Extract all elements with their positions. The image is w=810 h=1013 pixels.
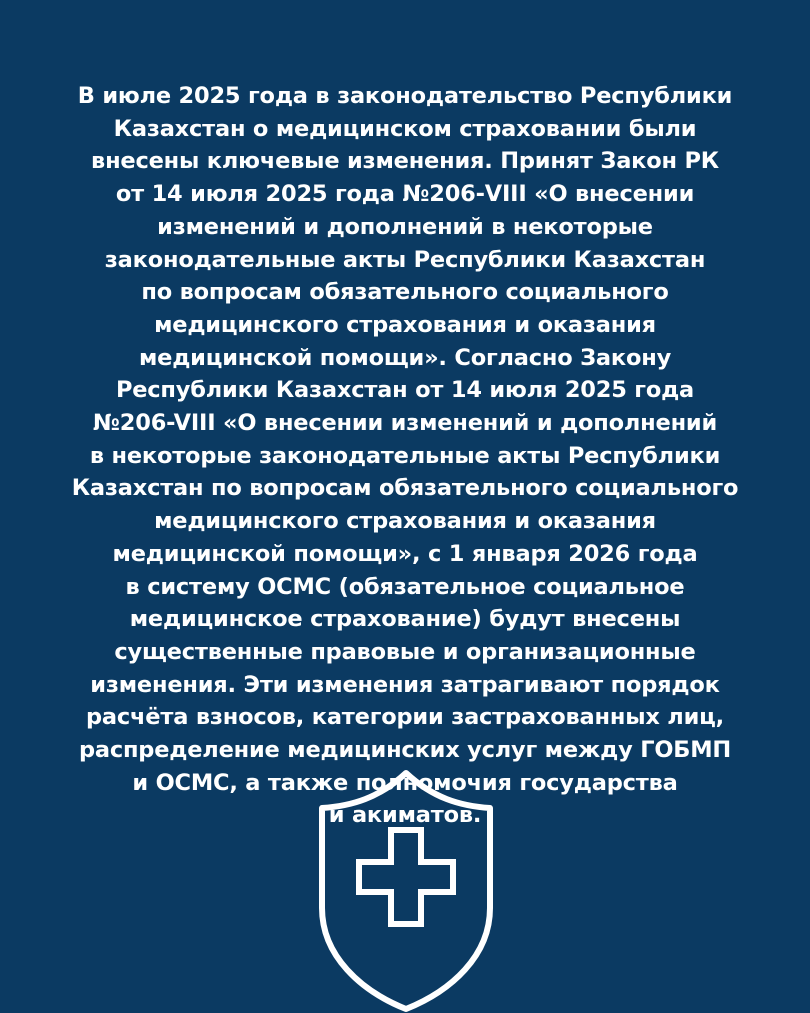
- text-line: медицинской помощи». Согласно Закону: [138, 344, 672, 371]
- text-line: Республики Казахстан от 14 июля 2025 года: [115, 377, 695, 404]
- text-line: В июле 2025 года в законодательство Республики: [77, 83, 733, 109]
- text-line: распределение медицинских услуг между ГОБМП: [78, 737, 732, 764]
- text-line: медицинской помощи», с 1 января 2026 года: [112, 540, 698, 567]
- text-line: от 14 июля 2025 года №206-VIII «О внесении: [115, 181, 695, 208]
- medical-cross: [359, 830, 453, 924]
- text-line: в систему ОСМС (обязательное социальное: [125, 573, 685, 600]
- shield-outline: [322, 773, 490, 1009]
- text-line: Казахстан по вопросам обязательного социального: [71, 475, 739, 502]
- text-line: медицинского страхования и оказания: [154, 508, 656, 535]
- text-line: изменений и дополнений в некоторые: [157, 213, 653, 240]
- text-line: медицинского страхования и оказания: [154, 311, 656, 338]
- text-line: №206-VIII «О внесении изменений и дополнений: [92, 410, 718, 437]
- text-line: медицинское страхование) будут внесены: [129, 606, 681, 633]
- text-line: и акиматов.: [328, 802, 482, 829]
- text-line: и ОСМС, а также полномочия государства: [132, 769, 678, 796]
- text-line: Казахстан о медицинском страховании были: [113, 115, 697, 142]
- text-line: законодательные акты Республики Казахстан: [104, 246, 706, 273]
- text-line: по вопросам обязательного социального: [141, 279, 669, 306]
- text-line: внесены ключевые изменения. Принят Закон РК: [91, 148, 719, 175]
- text-line: изменения. Эти изменения затрагивают порядок: [90, 671, 720, 698]
- text-line: расчёта взносов, категории застрахованных лиц,: [86, 704, 724, 731]
- text-line: в некоторые законодательные акты Республики: [89, 442, 721, 469]
- shield-medical-cross-icon: [318, 768, 494, 1013]
- body-text: [30, 80, 780, 832]
- text-line: существенные правовые и организационные: [114, 638, 696, 665]
